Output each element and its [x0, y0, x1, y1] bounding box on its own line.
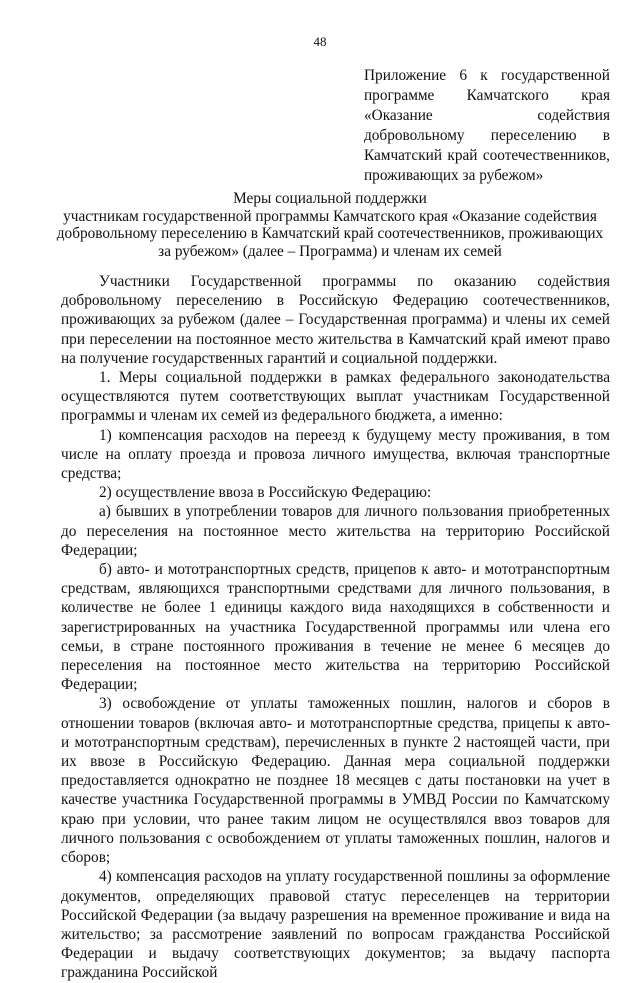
document-title [50, 190, 610, 260]
title-line: за рубежом» (далее – Программа) и членам их семей [158, 242, 502, 260]
document-body [61, 272, 610, 983]
page-number: 48 [313, 34, 327, 49]
title-line: Меры социальной поддержки [233, 190, 427, 207]
title-line: добровольному переселению в Камчатский край соотечественников, проживающих [56, 225, 604, 242]
paragraph-subitem-4: 4) компенсация расходов на уплату государственной пошлины за оформление документов, определяющих правовой статус переселенцев на территории Российской Федерации (за выдачу разрешения на временное проживание и вида на жительство; за рассмотрение заявлений по вопросам гражданства Российской Федерации и выдачу соответствующих документов; за выдачу паспорта гражданина Российской [61, 868, 610, 982]
paragraph-subitem-2: 2) осуществление ввоза в Российскую Федерацию: [99, 484, 432, 502]
appendix-note: Приложение 6 к государственной программе Камчатского края «Оказание содействия добровольному переселению в Камчатский край соотечественников, проживающих за рубежом» [364, 67, 610, 184]
paragraph-intro: Участники Государственной программы по оказанию содействия добровольному переселению в Российскую Федерацию соотечественников, проживающих за рубежом (далее – Государственная программа) и члены их семей при переселении на постоянное место жительства в Камчатский край имеют право на получение государственных гарантий и социальной поддержки. [61, 273, 610, 367]
paragraph-subitem-3: 3) освобождение от уплаты таможенных пошлин, налогов и сборов в отношении товаров (включая авто- и мототранспортные средства, прицепы к авто- и мототранспортным средствам), перечисленных в пункте 2 настоящей части, при их ввозе в Российскую Федерацию. Данная мера социальной поддержки предоставляется однократно не позднее 18 месяцев с даты постановки на учет в качестве участника Государственной программы в УМВД России по Камчатскому краю при условии, что ранее таким лицом не осуществлялся ввоз товаров для личного пользования с освобождением от уплаты таможенных пошлин, налогов и сборов; [61, 695, 610, 867]
paragraph-subitem-1: 1) компенсация расходов на переезд к будущему месту проживания, в том числе на оплату проезда и провоза личного имущества, включая транспортные средства; [61, 426, 610, 483]
paragraph-item-1: 1. Меры социальной поддержки в рамках федерального законодательства осуществляются путем соответствующих выплат участникам Государственной программы и членам их семей из федерального бюджета, а именно: [61, 369, 610, 425]
paragraph-subitem-2a: а) бывших в употреблении товаров для личного пользования приобретенных до переселения на постоянное место жительства на территорию Российской Федерации; [61, 503, 610, 559]
paragraph-subitem-2b: б) авто- и мототранспортных средств, прицепов к авто- и мототранспортным средствам, являющихся транспортными средствами для личного пользования, в количестве не более 1 единицы каждого вида находящихся в собственности и зарегистрированных на участника Государственной программы или члена его семьи, в стране постоянного проживания в течение не менее 6 месяцев до переселения на постоянное место жительства на территорию Российской Федерации; [61, 561, 610, 694]
title-line: участникам государственной программы Камчатского края «Оказание содействия [63, 207, 597, 225]
